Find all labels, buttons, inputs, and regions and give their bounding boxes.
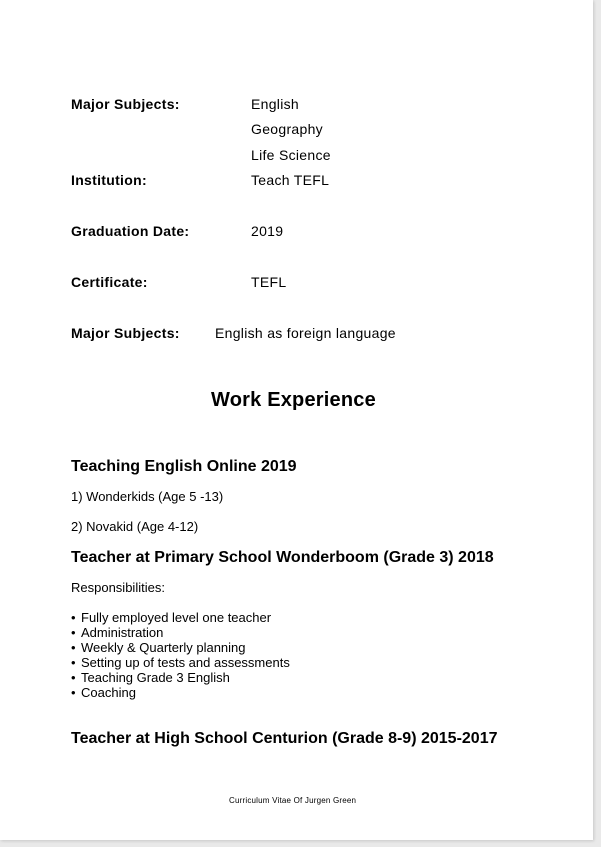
job-title: Teaching English Online 2019: [71, 458, 297, 475]
bullet-icon: •: [71, 640, 76, 655]
subject-item: English: [251, 96, 300, 112]
list-item: [71, 610, 290, 625]
major-subjects-label: Major Subjects:: [71, 96, 180, 112]
certificate-label: Certificate:: [71, 274, 148, 290]
subject-item: Geography: [251, 121, 323, 137]
bullet-text: Coaching: [81, 685, 136, 700]
bullet-icon: •: [71, 610, 76, 625]
certificate-value: TEFL: [251, 274, 287, 290]
responsibilities-list: [71, 610, 290, 700]
major-subjects-label-2: Major Subjects:: [71, 325, 180, 341]
list-item: [71, 640, 290, 655]
page-footer: Curriculum Vitae Of Jurgen Green: [229, 796, 357, 805]
subject-item: Life Science: [251, 147, 331, 163]
institution-value: Teach TEFL: [251, 172, 330, 188]
graduation-label: Graduation Date:: [71, 223, 190, 239]
job-list-item: 1) Wonderkids (Age 5 -13): [71, 489, 224, 504]
job-title: Teacher at High School Centurion (Grade 8-9) 2015-2017: [71, 730, 498, 747]
bullet-icon: •: [71, 685, 76, 700]
list-item: [71, 670, 290, 685]
bullet-text: Administration: [81, 625, 164, 640]
work-experience-heading: Work Experience: [211, 389, 376, 411]
bullet-text: Fully employed level one teacher: [81, 610, 272, 625]
list-item: [71, 625, 290, 640]
job-title: Teacher at Primary School Wonderboom (Grade 3) 2018: [71, 549, 494, 566]
bullet-text: Weekly & Quarterly planning: [81, 640, 246, 655]
major-subjects-value-2: English as foreign language: [215, 325, 396, 341]
bullet-icon: •: [71, 625, 76, 640]
job-list-item: 2) Novakid (Age 4-12): [71, 519, 199, 534]
bullet-icon: •: [71, 655, 76, 670]
bullet-text: Teaching Grade 3 English: [81, 670, 230, 685]
graduation-value: 2019: [251, 223, 284, 239]
bullet-icon: •: [71, 670, 76, 685]
responsibilities-label: Responsibilities:: [71, 580, 165, 595]
list-item: [71, 655, 290, 670]
institution-label: Institution:: [71, 172, 147, 188]
bullet-text: Setting up of tests and assessments: [81, 655, 290, 670]
list-item: [71, 685, 290, 700]
